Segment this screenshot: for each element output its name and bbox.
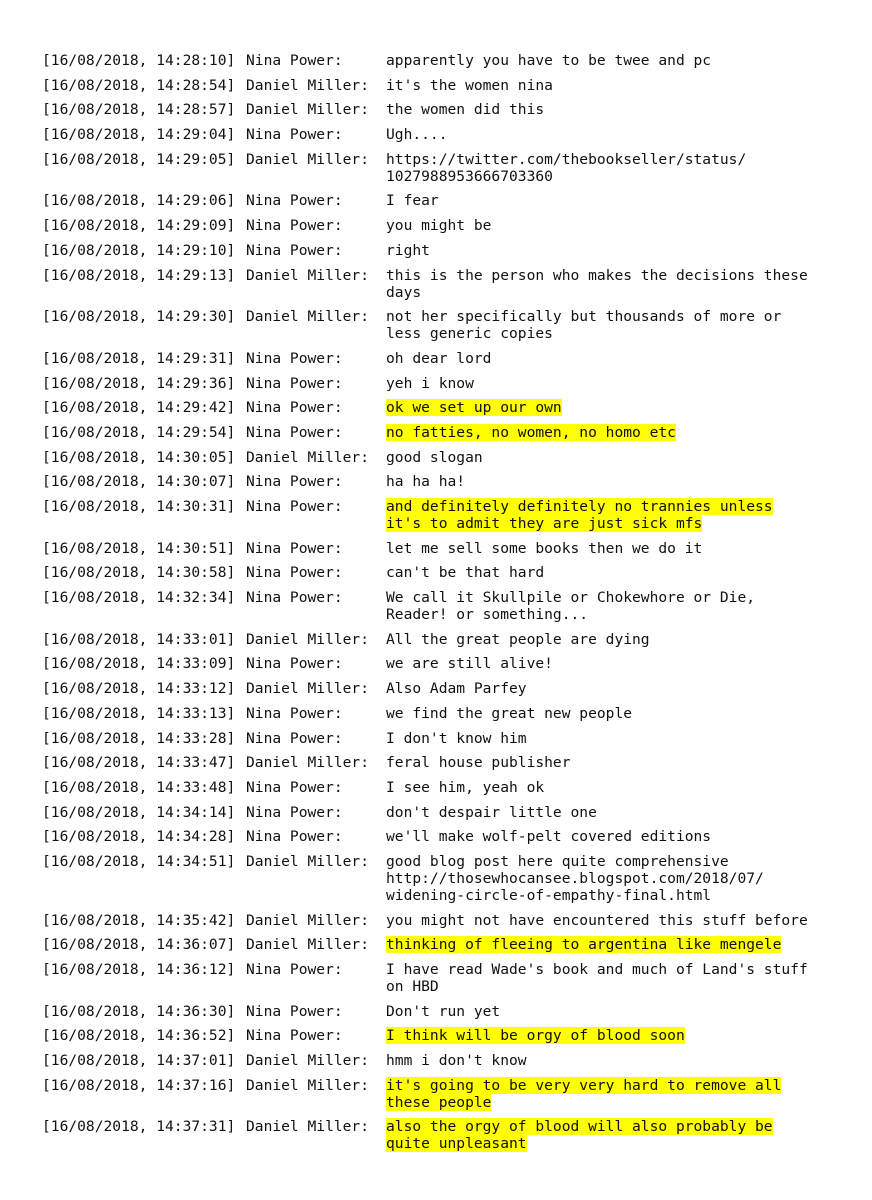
message-text <box>386 1052 816 1069</box>
message-line: ha ha ha! <box>386 473 466 491</box>
message-row <box>42 853 842 904</box>
message-text <box>386 779 816 796</box>
message-row <box>42 267 842 301</box>
message-text <box>386 242 816 259</box>
message-line: let me sell some books then we do it <box>386 539 703 557</box>
message-line: I don't know him <box>386 729 527 747</box>
message-line: days <box>386 283 422 301</box>
message-sender: Daniel Miller: <box>246 150 370 168</box>
message-sender: Nina Power: <box>246 241 343 259</box>
highlighted-text: and definitely definitely no trannies unless <box>386 498 773 515</box>
message-text <box>386 151 816 185</box>
message-sender: Nina Power: <box>246 589 343 607</box>
message-sender: Daniel Miller: <box>246 1118 370 1136</box>
message-timestamp: [16/08/2018, 14:30:51] <box>42 539 236 557</box>
message-sender: Daniel Miller: <box>246 1076 370 1094</box>
message-timestamp: [16/08/2018, 14:28:57] <box>42 101 236 119</box>
message-text <box>386 77 816 94</box>
message-line: good blog post here quite comprehensive <box>386 852 729 870</box>
message-timestamp: [16/08/2018, 14:29:13] <box>42 266 236 284</box>
message-timestamp: [16/08/2018, 14:30:58] <box>42 564 236 582</box>
message-sender: Nina Power: <box>246 1002 343 1020</box>
message-row <box>42 730 842 747</box>
message-row <box>42 192 842 209</box>
message-line: less generic copies <box>386 325 553 343</box>
message-timestamp: [16/08/2018, 14:32:34] <box>42 589 236 607</box>
message-row <box>42 126 842 143</box>
message-sender: Nina Power: <box>246 778 343 796</box>
message-row <box>42 564 842 581</box>
message-timestamp: [16/08/2018, 14:29:36] <box>42 374 236 392</box>
message-text <box>386 804 816 821</box>
message-text <box>386 473 816 490</box>
message-text <box>386 936 816 953</box>
message-timestamp: [16/08/2018, 14:29:10] <box>42 241 236 259</box>
message-row <box>42 936 842 953</box>
message-text <box>386 631 816 648</box>
message-line: Also Adam Parfey <box>386 680 527 698</box>
message-timestamp: [16/08/2018, 14:33:47] <box>42 754 236 772</box>
message-row <box>42 473 842 490</box>
message-row <box>42 242 842 259</box>
message-text <box>386 375 816 392</box>
message-timestamp: [16/08/2018, 14:34:14] <box>42 803 236 821</box>
message-text <box>386 1118 816 1152</box>
message-text <box>386 1027 816 1044</box>
message-sender: Nina Power: <box>246 803 343 821</box>
message-sender: Nina Power: <box>246 729 343 747</box>
message-text <box>386 52 816 69</box>
message-text <box>386 267 816 301</box>
message-timestamp: [16/08/2018, 14:37:16] <box>42 1076 236 1094</box>
message-row <box>42 399 842 416</box>
message-timestamp: [16/08/2018, 14:33:48] <box>42 778 236 796</box>
message-row <box>42 52 842 69</box>
message-text <box>386 217 816 234</box>
message-sender: Daniel Miller: <box>246 754 370 772</box>
message-timestamp: [16/08/2018, 14:33:09] <box>42 655 236 673</box>
message-sender: Daniel Miller: <box>246 308 370 326</box>
message-text <box>386 540 816 557</box>
message-timestamp: [16/08/2018, 14:33:12] <box>42 680 236 698</box>
message-line: hmm i don't know <box>386 1052 527 1070</box>
message-text <box>386 308 816 342</box>
message-sender: Nina Power: <box>246 498 343 515</box>
message-line: feral house publisher <box>386 754 571 772</box>
message-sender: Nina Power: <box>246 539 343 557</box>
message-text <box>386 655 816 672</box>
message-row <box>42 449 842 466</box>
message-sender: Nina Power: <box>246 192 343 210</box>
message-sender: Daniel Miller: <box>246 911 370 929</box>
message-row <box>42 217 842 234</box>
message-timestamp: [16/08/2018, 14:37:31] <box>42 1118 236 1136</box>
message-line: on HBD <box>386 978 439 995</box>
message-text <box>386 399 816 416</box>
highlighted-text: I think will be orgy of blood soon <box>386 1027 685 1045</box>
message-timestamp: [16/08/2018, 14:30:07] <box>42 473 236 491</box>
highlighted-text: thinking of fleeing to argentina like mengele <box>386 936 782 954</box>
message-text <box>386 564 816 581</box>
message-row <box>42 680 842 697</box>
message-row <box>42 1118 842 1152</box>
message-line: not her specifically but thousands of more or <box>386 308 782 326</box>
message-row <box>42 961 842 995</box>
message-timestamp: [16/08/2018, 14:36:30] <box>42 1002 236 1020</box>
message-timestamp: [16/08/2018, 14:29:30] <box>42 308 236 326</box>
message-row <box>42 375 842 392</box>
message-text <box>386 680 816 697</box>
message-row <box>42 705 842 722</box>
highlighted-text: no fatties, no women, no homo etc <box>386 423 676 441</box>
message-row <box>42 1052 842 1069</box>
message-text <box>386 192 816 209</box>
message-line: All the great people are dying <box>386 630 650 648</box>
message-sender: Daniel Miller: <box>246 448 370 466</box>
message-timestamp: [16/08/2018, 14:29:06] <box>42 192 236 210</box>
message-sender: Nina Power: <box>246 399 343 417</box>
message-text <box>386 101 816 118</box>
message-row <box>42 498 842 532</box>
message-line: don't despair little one <box>386 803 597 821</box>
message-sender: Nina Power: <box>246 374 343 392</box>
message-text <box>386 912 816 929</box>
message-text <box>386 589 816 623</box>
message-line: good slogan <box>386 448 483 466</box>
message-line: this is the person who makes the decisions these <box>386 266 808 284</box>
message-row <box>42 1027 842 1044</box>
highlighted-text: these people <box>386 1093 492 1111</box>
message-line: right <box>386 241 430 259</box>
message-row <box>42 754 842 771</box>
message-timestamp: [16/08/2018, 14:33:01] <box>42 630 236 648</box>
message-line: Reader! or something... <box>386 606 589 624</box>
message-sender: Nina Power: <box>246 704 343 722</box>
message-text <box>386 350 816 367</box>
message-sender: Nina Power: <box>246 564 343 582</box>
message-text <box>386 424 816 441</box>
highlighted-text: quite unpleasant <box>386 1135 527 1153</box>
message-sender: Daniel Miller: <box>246 101 370 119</box>
message-timestamp: [16/08/2018, 14:33:13] <box>42 704 236 722</box>
message-row <box>42 804 842 821</box>
message-row <box>42 540 842 557</box>
message-timestamp: [16/08/2018, 14:35:42] <box>42 911 236 929</box>
chat-log <box>42 52 842 1160</box>
message-sender: Daniel Miller: <box>246 630 370 648</box>
message-row <box>42 589 842 623</box>
message-line: http://thosewhocansee.blogspot.com/2018/07/ <box>386 869 764 887</box>
message-row <box>42 308 842 342</box>
message-line: I see him, yeah ok <box>386 778 545 796</box>
message-line: we are still alive! <box>386 655 553 673</box>
message-line: oh dear lord <box>386 349 492 367</box>
message-row <box>42 1003 842 1020</box>
message-sender: Nina Power: <box>246 473 343 491</box>
highlighted-text: it's going to be very very hard to remove all <box>386 1076 782 1094</box>
message-text <box>386 126 816 143</box>
message-line: you might be <box>386 217 492 235</box>
message-text <box>386 961 816 995</box>
message-line: I have read Wade's book and much of Land's stuff <box>386 961 808 978</box>
message-timestamp: [16/08/2018, 14:37:01] <box>42 1052 236 1070</box>
message-sender: Daniel Miller: <box>246 76 370 94</box>
message-timestamp: [16/08/2018, 14:34:51] <box>42 852 236 870</box>
message-sender: Nina Power: <box>246 1027 343 1045</box>
message-timestamp: [16/08/2018, 14:29:54] <box>42 423 236 441</box>
message-row <box>42 1077 842 1111</box>
message-line: 1027988953666703360 <box>386 167 553 185</box>
message-text <box>386 828 816 845</box>
message-timestamp: [16/08/2018, 14:36:52] <box>42 1027 236 1045</box>
message-line: https://twitter.com/thebookseller/status/ <box>386 150 747 168</box>
message-text <box>386 705 816 722</box>
message-line: the women did this <box>386 101 545 119</box>
message-row <box>42 424 842 441</box>
message-sender: Daniel Miller: <box>246 1052 370 1070</box>
message-line: We call it Skullpile or Chokewhore or Die, <box>386 589 756 607</box>
message-row <box>42 151 842 185</box>
message-sender: Daniel Miller: <box>246 936 370 954</box>
message-text <box>386 754 816 771</box>
message-line: widening-circle-of-empathy-final.html <box>386 886 712 904</box>
message-timestamp: [16/08/2018, 14:29:42] <box>42 399 236 417</box>
message-timestamp: [16/08/2018, 14:29:31] <box>42 349 236 367</box>
message-sender: Nina Power: <box>246 655 343 673</box>
message-sender: Nina Power: <box>246 961 343 978</box>
message-text <box>386 498 816 532</box>
message-row <box>42 631 842 648</box>
message-timestamp: [16/08/2018, 14:28:54] <box>42 76 236 94</box>
message-timestamp: [16/08/2018, 14:33:28] <box>42 729 236 747</box>
message-line: we find the great new people <box>386 704 633 722</box>
highlighted-text: ok we set up our own <box>386 399 562 417</box>
message-sender: Daniel Miller: <box>246 852 370 870</box>
message-sender: Nina Power: <box>246 349 343 367</box>
highlighted-text: it's to admit they are just sick mfs <box>386 515 703 532</box>
message-timestamp: [16/08/2018, 14:29:09] <box>42 217 236 235</box>
message-timestamp: [16/08/2018, 14:28:10] <box>42 52 236 69</box>
message-line: you might not have encountered this stuff before <box>386 911 808 929</box>
message-line: apparently you have to be twee and pc <box>386 52 712 69</box>
message-timestamp: [16/08/2018, 14:29:05] <box>42 150 236 168</box>
message-sender: Nina Power: <box>246 52 343 69</box>
message-text <box>386 853 816 904</box>
message-text <box>386 1077 816 1111</box>
message-sender: Nina Power: <box>246 423 343 441</box>
message-line: we'll make wolf-pelt covered editions <box>386 828 712 846</box>
message-text <box>386 1003 816 1020</box>
message-line: yeh i know <box>386 374 474 392</box>
message-sender: Nina Power: <box>246 126 343 144</box>
message-text <box>386 730 816 747</box>
message-row <box>42 655 842 672</box>
message-row <box>42 77 842 94</box>
message-timestamp: [16/08/2018, 14:30:05] <box>42 448 236 466</box>
message-row <box>42 101 842 118</box>
message-text <box>386 449 816 466</box>
message-sender: Nina Power: <box>246 217 343 235</box>
message-timestamp: [16/08/2018, 14:34:28] <box>42 828 236 846</box>
message-line: I fear <box>386 192 439 210</box>
message-sender: Daniel Miller: <box>246 680 370 698</box>
message-timestamp: [16/08/2018, 14:36:12] <box>42 961 236 978</box>
message-line: it's the women nina <box>386 76 553 94</box>
message-row <box>42 779 842 796</box>
message-timestamp: [16/08/2018, 14:29:04] <box>42 126 236 144</box>
message-sender: Nina Power: <box>246 828 343 846</box>
message-timestamp: [16/08/2018, 14:36:07] <box>42 936 236 954</box>
message-row <box>42 350 842 367</box>
message-row <box>42 828 842 845</box>
message-line: Ugh.... <box>386 126 448 144</box>
message-timestamp: [16/08/2018, 14:30:31] <box>42 498 236 515</box>
message-sender: Daniel Miller: <box>246 266 370 284</box>
message-row <box>42 912 842 929</box>
message-line: Don't run yet <box>386 1002 501 1020</box>
message-line: can't be that hard <box>386 564 545 582</box>
highlighted-text: also the orgy of blood will also probably be <box>386 1118 773 1136</box>
